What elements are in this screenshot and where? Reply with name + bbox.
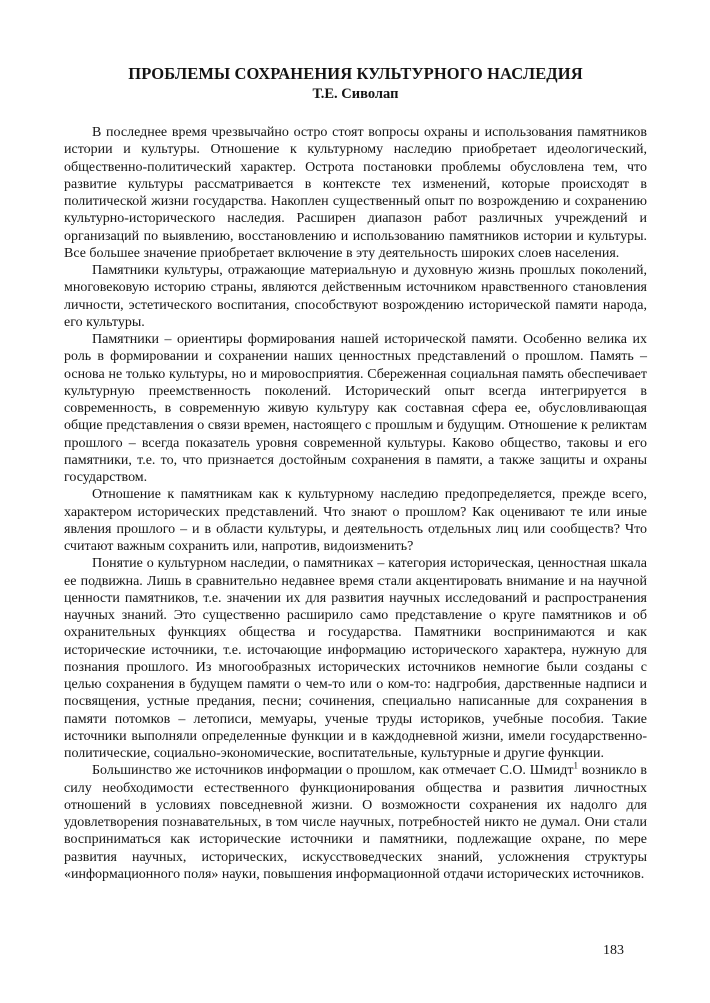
paragraph-3: Памятники – ориентиры формирования нашей исторической памяти. Особенно велика их роль в формировании и сохранении наших ценностных представлений о прошлом. Память – основа не только культуры, но и мировосприятия. Сбереженная социальная память обеспечивает культурную преемственность поколений. Исторический опыт всегда интегрируется в современность, в современную живую культуру как составная сфера ее, обусловливающая общие представления о связи времен, настоящего с прошлым и будущим. Отношение к реликтам прошлого – всегда показатель уровня современной культуры. Каково общество, таковы и его памятники, т.е. то, что признается достойным сохранения в памяти, а также защиты и охраны государством.	[64, 332, 647, 485]
article-author: Т.Е. Сиволап	[312, 86, 399, 102]
paragraph-4: Отношение к памятникам как к культурному наследию предопределяется, прежде всего, характером исторических представлений. Что знают о прошлом? Как оценивают те или иные явления прошлого – и в области культуры, и деятельность отдельных лиц или сообществ? Что считают важным сохранить или, напротив, видоизменить?	[64, 487, 647, 554]
page-number: 183	[603, 943, 624, 958]
paragraph-5: Понятие о культурном наследии, о памятниках – категория историческая, ценностная шкала ее подвижна. Лишь в сравнительно недавнее время стали акцентировать внимание и на научной ценности памятников, т.е. значении их для развития научных исследований и распространения научных знаний. Это существенно расширило само представление о круге памятников и об охранительных функциях общества и государства. Памятники воспринимаются и как исторические источники, т.е. источающие информацию исторического характера, нужную для познания прошлого. Из многообразных исторических источников немногие были созданы с целью сохранения в будущем памяти о чем-то или о ком-то: надгробия, дарственные надписи и посвящения, устные предания, песни; сочинения, специально написанные для сохранения в памяти потомков – летописи, мемуары, ученые труды историков, учебные пособия. Такие источники выполняли определенные функции и в каждодневной жизни, имели государственно-политические, социально-экономические, воспитательные, культурные и другие функции.	[64, 556, 647, 761]
page-content	[64, 64, 647, 883]
article-body	[64, 124, 647, 883]
article-title: ПРОБЛЕМЫ СОХРАНЕНИЯ КУЛЬТУРНОГО НАСЛЕДИЯ	[128, 64, 583, 83]
paragraph-2: Памятники культуры, отражающие материальную и духовную жизнь прошлых поколений, многовековую историю страны, являются действенным источником нравственного становления личности, эстетического воспитания, способствуют возрождению исторической памяти народа, его культуры.	[64, 263, 647, 330]
article-header	[64, 64, 647, 103]
paragraph-1: В последнее время чрезвычайно остро стоят вопросы охраны и использования памятников истории и культуры. Отношение к культурному наследию приобретает идеологический, общественно-политический характер. Острота постановки проблемы обусловлена тем, что развитие культуры рассматривается в контексте тех изменений, которые происходят в политической жизни государства. Накоплен существенный опыт по возрождению и сохранению культурно-исторического наследия. Расширен диапазон работ различных учреждений и организаций по выявлению, восстановлению и использованию памятников истории и культуры. Все большее значение приобретает включение в эту деятельность широких слоев населения.	[64, 125, 647, 261]
footnote-marker: 1	[573, 760, 578, 771]
paragraph-6	[64, 762, 647, 883]
paragraph-6-text: Большинство же источников информации о прошлом, как отмечает С.О. Шмидт	[92, 763, 574, 779]
paragraph-6-continuation: возникло в силу необходимости естественного функционирования общества и развития личностных отношений в условиях повседневной жизни. О возможности сохранения их надолго для удовлетворения познавательных, в том числе научных, потребностей никто не думал. Они стали восприниматься как исторические источники и памятники, подлежащие охране, по мере развития научных, исторических, искусствоведческих знаний, усложнения структуры «информационного поля» науки, повышения информационной отдачи исторических источников.	[64, 763, 647, 882]
